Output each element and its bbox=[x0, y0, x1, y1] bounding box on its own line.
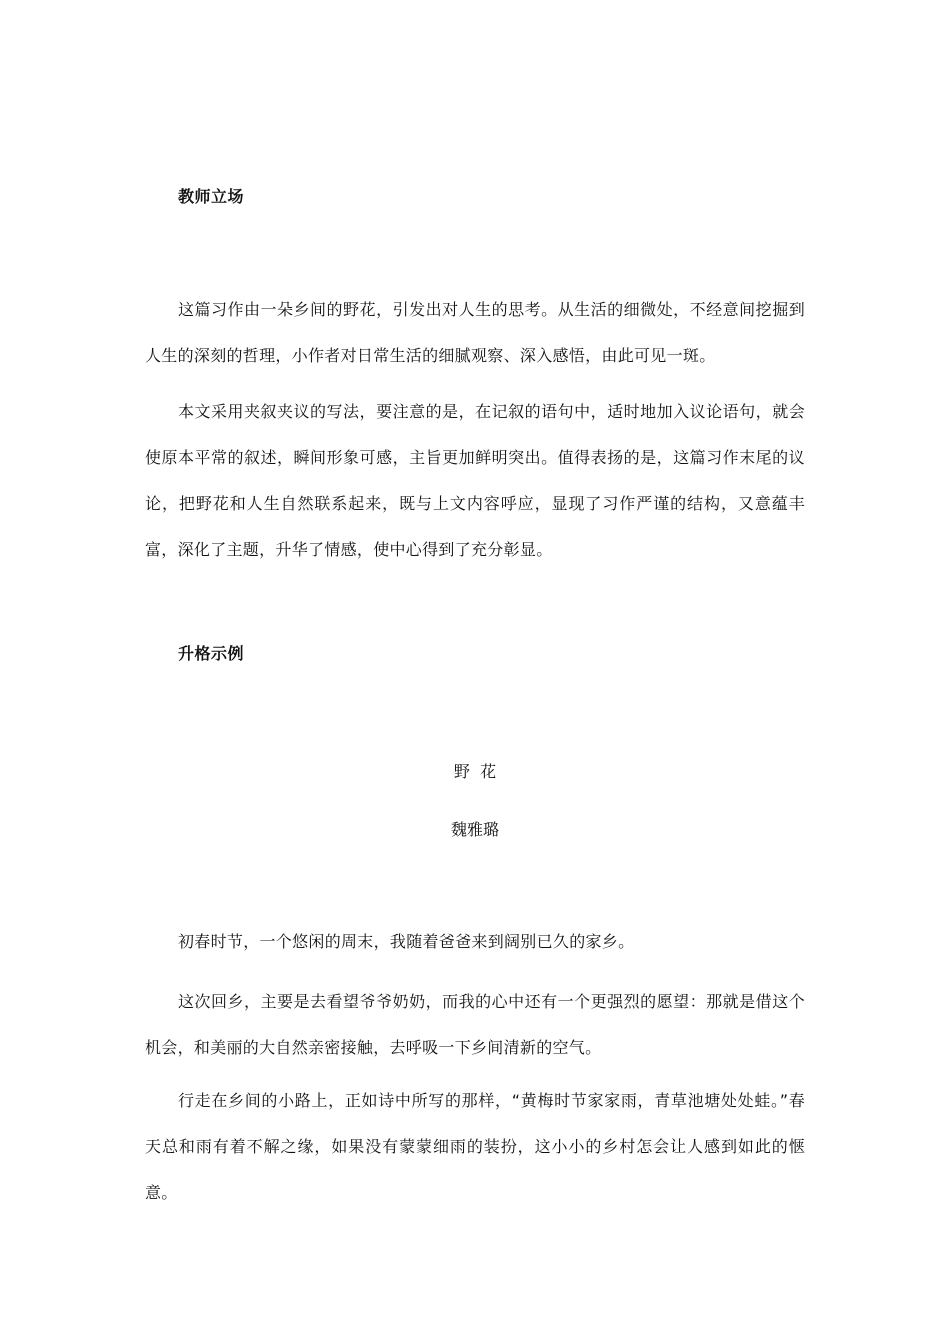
essay-paragraph-2: 这次回乡，主要是去看望爷爷奶奶，而我的心中还有一个更强烈的愿望：那就是借这个机会，和美丽的大自然亲密接触，去呼吸一下乡间清新的空气。 bbox=[145, 992, 805, 1057]
essay-paragraph-3: 行走在乡间的小路上，正如诗中所写的那样，“黄梅时节家家雨，青草池塘处处蛙。”春天总和雨有着不解之缘，如果没有蒙蒙细雨的装扮，这小小的乡村怎会让人感到如此的惬意。 bbox=[145, 1091, 805, 1202]
teacher-paragraph-2: 本文采用夹叙夹议的写法，要注意的是，在记叙的语句中，适时地加入议论语句，就会使原本平常的叙述，瞬间形象可感，主旨更加鲜明突出。值得表扬的是，这篇习作末尾的议论，把野花和人生自然联系起来，既与上文内容呼应，显现了习作严谨的结构，又意蕴丰富，深化了主题，升华了情感，使中心得到了充分彰显。 bbox=[145, 402, 805, 559]
section-heading-teacher: 教师立场 bbox=[178, 187, 245, 206]
section-heading-example: 升格示例 bbox=[178, 644, 245, 663]
teacher-paragraph-1: 这篇习作由一朵乡间的野花，引发出对人生的思考。从生活的细微处，不经意间挖掘到人生的深刻的哲理，小作者对日常生活的细腻观察、深入感悟，由此可见一斑。 bbox=[145, 300, 805, 365]
essay-author: 魏雅璐 bbox=[450, 820, 499, 839]
essay-title: 野 花 bbox=[453, 762, 497, 781]
essay-paragraph-1: 初春时节，一个悠闲的周末，我随着爸爸来到阔别已久的家乡。 bbox=[178, 932, 635, 951]
